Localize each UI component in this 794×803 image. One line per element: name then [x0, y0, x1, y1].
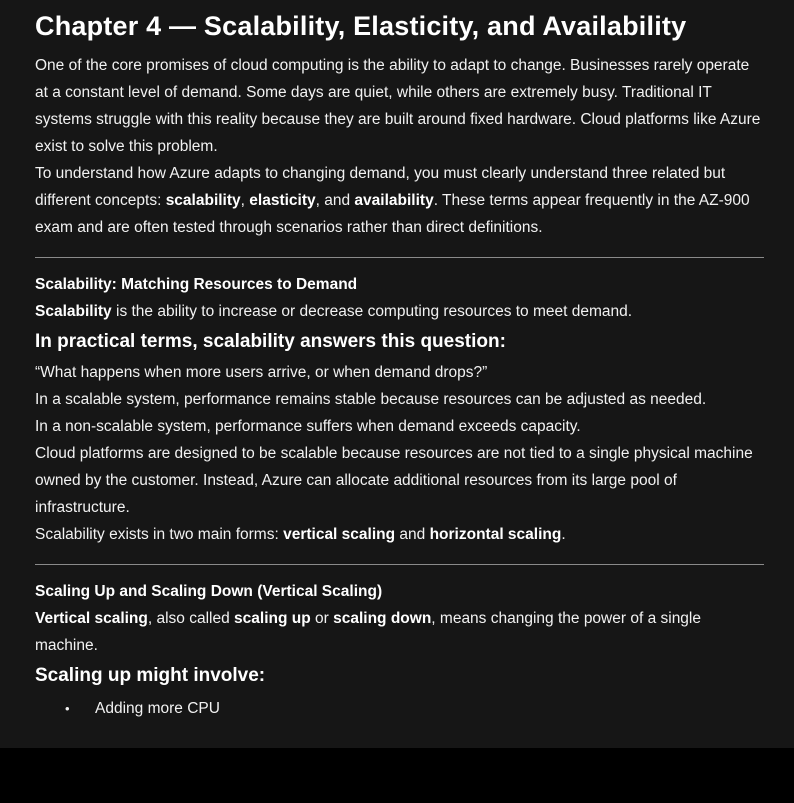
- bold-text-segment: Scalability: Matching Resources to Demand: [35, 276, 358, 293]
- bold-text-segment: scaling up: [234, 610, 311, 627]
- text-segment: To understand how Azure adapts to changing demand, you must clearly understand three related but different concepts:: [35, 165, 726, 209]
- subheading-scaling-up: [35, 661, 764, 691]
- background-area: [0, 748, 794, 803]
- section-heading-scalability: [35, 271, 764, 298]
- text-segment: , also called: [147, 610, 235, 627]
- text-segment: Cloud platforms are designed to be scalable because resources are not tied to a single physical machine owned by the customer. Instead, Azure can allocate additional resources from its large pool of infrastructure.: [35, 445, 753, 516]
- text-segment: , and: [315, 192, 355, 209]
- quote-paragraph: [35, 359, 764, 386]
- text-segment: , means changing the power of a single machine.: [35, 610, 701, 654]
- bold-text-segment: scaling down: [333, 610, 432, 627]
- bold-text-segment: elasticity: [249, 192, 316, 209]
- bold-text-segment: Scalability: [35, 303, 112, 320]
- bold-text-segment: vertical scaling: [283, 526, 396, 543]
- text-segment: ,: [240, 192, 250, 209]
- two-forms-paragraph: [35, 521, 764, 548]
- text-segment: Scalability exists in two main forms:: [35, 526, 284, 543]
- bullet-icon: •: [65, 701, 70, 716]
- bold-text-segment: Vertical scaling: [35, 610, 148, 627]
- bold-text-segment: Scaling up might involve:: [35, 665, 266, 686]
- section-divider: [35, 257, 764, 258]
- bold-text-segment: availability: [354, 192, 434, 209]
- text-segment: is the ability to increase or decrease computing resources to meet demand.: [111, 303, 633, 320]
- text-segment: and: [395, 526, 430, 543]
- text-segment: “What happens when more users arrive, or when demand drops?”: [35, 364, 488, 381]
- text-segment: One of the core promises of cloud computing is the ability to adapt to change. Businesses rarely operate at a constant level of demand. Some days are quiet, while others are extremely busy. Traditional IT systems struggle with this reality because they are built around fixed hardware. Cloud platforms like Azure exist to solve this problem.: [35, 57, 761, 155]
- intro-paragraph: [35, 52, 764, 160]
- concepts-paragraph: [35, 160, 764, 241]
- bold-text-segment: Scaling Up and Scaling Down (Vertical Scaling): [35, 583, 383, 600]
- vertical-scaling-definition: [35, 605, 764, 659]
- non-scalable-system-paragraph: [35, 413, 764, 440]
- bullet-text: [95, 695, 220, 722]
- text-segment: or: [310, 610, 334, 627]
- bullet-item-cpu: [35, 695, 764, 722]
- section-heading-vertical-scaling: [35, 578, 764, 605]
- document-body: [35, 52, 764, 722]
- subheading-practical-terms: [35, 327, 764, 357]
- text-segment: In a non-scalable system, performance suffers when demand exceeds capacity.: [35, 418, 581, 435]
- scalability-definition: [35, 298, 764, 325]
- text-segment: .: [561, 526, 566, 543]
- bold-text-segment: horizontal scaling: [429, 526, 562, 543]
- cloud-platforms-paragraph: [35, 440, 764, 521]
- bold-text-segment: In practical terms, scalability answers this question:: [35, 331, 506, 352]
- text-segment: In a scalable system, performance remains stable because resources can be adjusted as needed.: [35, 391, 707, 408]
- scalable-system-paragraph: [35, 386, 764, 413]
- bold-text-segment: scalability: [165, 192, 241, 209]
- text-segment: . These terms appear frequently in the AZ-900 exam and are often tested through scenarios rather than direct definitions.: [35, 192, 750, 236]
- section-divider: [35, 564, 764, 565]
- text-segment: Adding more CPU: [95, 700, 220, 717]
- page-title: Chapter 4 — Scalability, Elasticity, and Availability: [35, 11, 687, 41]
